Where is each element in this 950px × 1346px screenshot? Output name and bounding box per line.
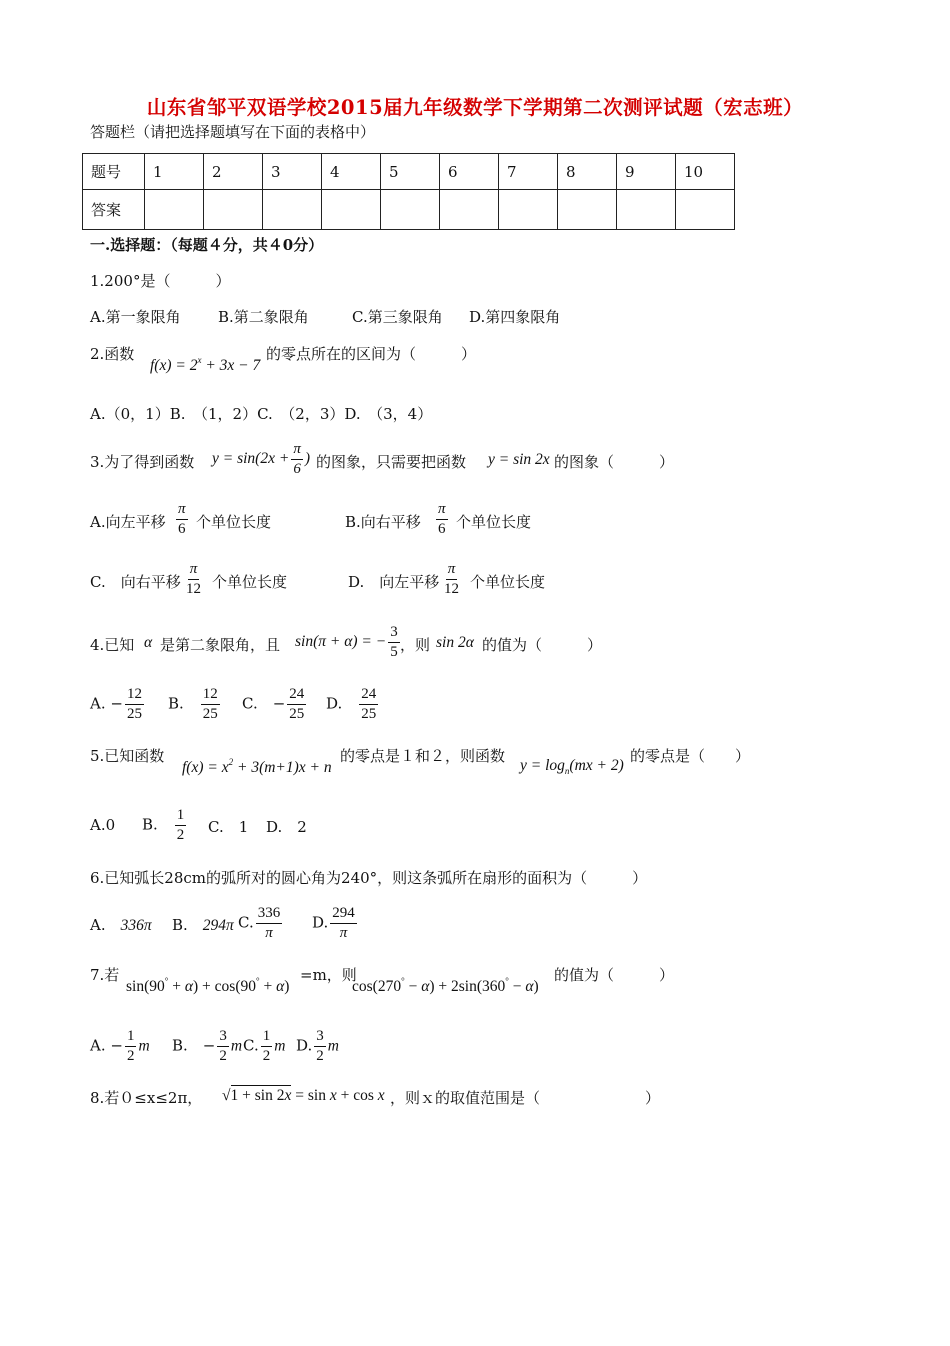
question-number-cell: 10 bbox=[676, 154, 735, 190]
answer-cell[interactable] bbox=[204, 190, 263, 230]
q2-stem-b: 的零点所在的区间为（ ） bbox=[266, 345, 477, 363]
q3-option-b-fraction: $\frac{\pi}{6}$ bbox=[438, 501, 446, 537]
q4-option-b: B. $\frac{12}{25}$ bbox=[168, 686, 218, 722]
answer-cell[interactable] bbox=[145, 190, 204, 230]
q4-stem-c: ，则 bbox=[400, 636, 431, 654]
q8-formula: √1 + sin 2x = sin x + cos x bbox=[222, 1087, 385, 1104]
section-heading-choice: 一.选择题：（每题４分，共４0分） bbox=[90, 236, 324, 254]
answer-cell[interactable] bbox=[676, 190, 735, 230]
q4-option-d: D. $\frac{24}{25}$ bbox=[326, 686, 377, 722]
answer-cell[interactable] bbox=[558, 190, 617, 230]
q5-stem-a: 5.已知函数 bbox=[90, 747, 165, 765]
q5-option-c: C. 1 bbox=[208, 818, 249, 836]
q3-unit-d: 个单位长度 bbox=[470, 573, 546, 591]
q6-option-d: D. $\frac{294}{\pi}$ bbox=[312, 905, 355, 941]
q5-formula-1: $f(x) = x^2 + 3(m+1)x + n$ bbox=[182, 757, 332, 776]
answer-cell[interactable] bbox=[617, 190, 676, 230]
q3-formula-2: y = sin 2x bbox=[488, 451, 550, 468]
question-number-cell: 7 bbox=[499, 154, 558, 190]
q3-option-a-fraction: $\frac{\pi}{6}$ bbox=[178, 501, 186, 537]
q4-alpha: α bbox=[144, 634, 153, 651]
q6-option-a: A. 336π bbox=[90, 916, 152, 934]
q3-formula-1: y = sin(2x + $\frac{\pi}{6}$ ) bbox=[212, 441, 310, 477]
q6-option-b: B. 294π bbox=[172, 916, 234, 934]
q5-formula-2: $y = \log_n(mx + 2)$ bbox=[520, 757, 624, 776]
q1-stem: 1.200°是（ ） bbox=[90, 272, 231, 290]
q1-option-c: C.第三象限角 bbox=[352, 308, 443, 326]
q3-option-c: C. 向右平移 bbox=[90, 573, 181, 591]
document-title: 山东省邹平双语学校2015届九年级数学下学期第二次测评试题（宏志班） bbox=[146, 96, 804, 119]
question-number-cell: 4 bbox=[322, 154, 381, 190]
q7-option-b: B. − $\frac{3}{2}$ m bbox=[172, 1028, 243, 1064]
q8-stem-a: 8.若０≤x≤2π， bbox=[90, 1089, 203, 1107]
q5-option-b: B. $\frac{1}{2}$ bbox=[142, 807, 185, 843]
q7-option-d: D. $\frac{3}{2}$ m bbox=[296, 1028, 339, 1064]
q3-unit-b: 个单位长度 bbox=[456, 513, 532, 531]
q3-option-c-fraction: $\frac{\pi}{12}$ bbox=[186, 561, 201, 597]
q4-option-c: C. − $\frac{24}{25}$ bbox=[242, 686, 305, 722]
answer-cell[interactable] bbox=[381, 190, 440, 230]
q6-option-c: C. $\frac{336}{\pi}$ bbox=[238, 905, 281, 941]
q3-stem-b: 的图象，只需要把函数 bbox=[316, 453, 467, 471]
answer-table-answer-header: 答案 bbox=[83, 190, 145, 230]
q3-option-b: B.向右平移 bbox=[345, 513, 421, 531]
q4-formula-1: sin(π + α) = − $\frac{3}{5}$ bbox=[295, 624, 398, 660]
answer-cell[interactable] bbox=[499, 190, 558, 230]
q5-stem-b: 的零点是１和２，则函数 bbox=[340, 747, 506, 765]
q2-formula: $f(x) = 2^x + 3x - 7$ bbox=[150, 355, 261, 374]
q8-stem-b: ，则ｘ的取值范围是（ ） bbox=[390, 1089, 661, 1107]
q7-option-a: A. − $\frac{1}{2}$ m bbox=[90, 1028, 150, 1064]
q3-unit-a: 个单位长度 bbox=[196, 513, 272, 531]
q3-option-a: A.向左平移 bbox=[90, 513, 166, 531]
q1-option-b: B.第二象限角 bbox=[218, 308, 309, 326]
q3-option-d-fraction: $\frac{\pi}{12}$ bbox=[444, 561, 459, 597]
question-number-cell: 5 bbox=[381, 154, 440, 190]
question-number-cell: 3 bbox=[263, 154, 322, 190]
q3-stem-c: 的图象（ ） bbox=[554, 453, 675, 471]
answer-table-number-row bbox=[83, 154, 735, 190]
q4-formula-2: sin 2α bbox=[436, 634, 474, 651]
question-number-cell: 8 bbox=[558, 154, 617, 190]
answer-table bbox=[82, 153, 735, 230]
answer-cell[interactable] bbox=[263, 190, 322, 230]
q3-unit-c: 个单位长度 bbox=[212, 573, 288, 591]
q1-option-a: A.第一象限角 bbox=[90, 308, 181, 326]
q4-option-a: A. − $\frac{12}{25}$ bbox=[90, 686, 142, 722]
question-number-cell: 2 bbox=[204, 154, 263, 190]
answer-cell[interactable] bbox=[440, 190, 499, 230]
q4-stem-d: 的值为（ ） bbox=[482, 636, 603, 654]
q5-option-a: A.0 bbox=[90, 816, 116, 834]
q7-formula-1: sin(90° + α) + cos(90° + α) bbox=[126, 976, 290, 995]
question-number-cell: 9 bbox=[617, 154, 676, 190]
q7-stem-a: 7.若 bbox=[90, 966, 120, 984]
q5-option-d: D. 2 bbox=[266, 818, 307, 836]
question-number-cell: 6 bbox=[440, 154, 499, 190]
q3-option-d: D. 向左平移 bbox=[348, 573, 440, 591]
answer-cell[interactable] bbox=[322, 190, 381, 230]
answer-table-number-header: 题号 bbox=[83, 154, 145, 190]
question-number-cell: 1 bbox=[145, 154, 204, 190]
q3-stem-a: 3.为了得到函数 bbox=[90, 453, 195, 471]
q7-stem-c: 的值为（ ） bbox=[554, 966, 675, 984]
answer-table-answer-row bbox=[83, 190, 735, 230]
q4-stem-a: 4.已知 bbox=[90, 636, 135, 654]
q2-options: A.（0，1）B. （1，2）C. （2，3）D. （3，4） bbox=[90, 405, 433, 423]
q7-formula-2: cos(270° − α) + 2sin(360° − α) bbox=[352, 976, 539, 995]
q7-stem-b: =m，则 bbox=[300, 966, 357, 984]
q5-stem-c: 的零点是（ ） bbox=[630, 747, 751, 765]
q7-option-c: C. $\frac{1}{2}$ m bbox=[243, 1028, 286, 1064]
q4-stem-b: 是第二象限角，且 bbox=[160, 636, 281, 654]
q6-stem: 6.已知弧长28cm的弧所对的圆心角为240°，则这条弧所在扇形的面积为（ ） bbox=[90, 869, 648, 887]
answer-bar-note: 答题栏（请把选择题填写在下面的表格中） bbox=[90, 123, 376, 141]
q2-stem-a: 2.函数 bbox=[90, 345, 135, 363]
q1-option-d: D.第四象限角 bbox=[469, 308, 561, 326]
